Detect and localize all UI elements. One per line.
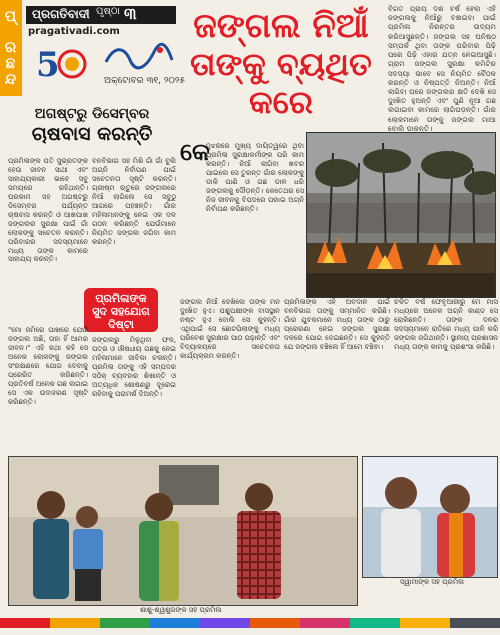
forest-fire-photo [306,132,496,298]
color-strip-segment [0,618,50,628]
color-strip-segment [150,618,200,628]
page-label: ପୃଷ୍ଠା [96,6,120,17]
left-article-col-a2: "ମୋ ଜମିରେ ପାଖରେ ଯେଉଁ ଜଙ୍ଗଲ ଅଛି, ତାହା ହିଁ ଆମର ଜୀବନ।" ଏହି କଥା କହି ସେ ଅନେକ ଲୋକଙ୍କୁ ଜଙ୍ଗଲ ସଂରକ୍ଷଣରେ ଯୋଗ ଦେବାକୁ ପ୍ରେରିତ କରିଛନ୍ତି। ପ୍ରତିବର୍ଷ ଅନେକ ଗଛ ଲଗାଇ ସେ ଏକ ଉଦାହରଣ ସୃଷ୍ଟି କରିଛନ୍ତି। [8,326,88,406]
main-headline [178,0,384,130]
left-article-col-b2: ଜଙ୍ଗଲରୁ ମିଳୁଥିବା ଫଳ, ପତ୍ର ଓ ଔଷଧୀୟ ଗଛକୁ ନେଇ ମହିଳାମାନେ ଜୀବିକା ଚଳାନ୍ତି। ପ୍ରମିଳା ତାଙ୍କୁ ଏହି ସମ୍ପଦର ସଠିକ୍ ବ୍ୟବହାର ଶିଖାନ୍ତି ଓ ଅତ୍ୟଧିକ ଶୋଷଣରୁ ଦୂରେଇ ରହିବାକୁ ପରାମର୍ଶ ଦିଅନ୍ତି। [92,336,176,398]
badge-line-1: ପ୍ରମିଳାଙ୍କ [95,292,147,305]
headline-line-1: ଜଙ୍ଗଲ ନିଆଁ [193,6,369,46]
right-column-text: ବିଗତ ପ୍ରାୟ ଦଶ ବର୍ଷ ହେଲା ଏହି ଜଙ୍ଗଲକୁ ନିଆଁରୁ ବଞ୍ଚାଇବା ପାଇଁ ପ୍ରମିଳା ନିରନ୍ତର ଉଦ୍ୟମ କରିଆସୁଛନ୍ତି। ଜଙ୍ଗଲ ସହ ଘନିଷ୍ଠ ସମ୍ପର୍କ ଥିବା ତାଙ୍କ ପରିବାର ପିଢ଼ି ପରେ ପିଢ଼ି ଏହାର ଯତ୍ନ ନେଇଆସୁଛି। ଗ୍ରାମ ଜଙ୍ଗଲ ସୁରକ୍ଷା କମିଟିର ସଦସ୍ୟା ଭାବେ ସେ ନିୟମିତ ବୈଠକ କରନ୍ତି ଓ ନିଷ୍ପତ୍ତି ନିଅନ୍ତି। ନିଆଁ ଲାଗିବା ପରେ ଜଙ୍ଗଲର କ୍ଷତି ଦେଖି ସେ ଦୁଃଖିତ ହୁଅନ୍ତି ଏବଂ ପୁଣି ନୂଆ ଗଛ ଲଗାଇବା କାମରେ ଲାଗିପଡ଼ନ୍ତି। ଗାଁର ଲୋକମାନେ ତାଙ୍କୁ ଜଙ୍ଗଲ ମାଆ ବୋଲି ଡାକନ୍ତି। [388,4,496,133]
badge-line-2: ସୁଦ ସହଯୋଗ [92,305,150,319]
quote-badge [84,288,158,332]
left-heading-line-1: ଅଗଷ୍ଟରୁ ଡିସେମ୍ବର [34,106,150,122]
family-photo [8,456,358,606]
drop-cap: କେ [180,138,210,166]
issue-date: ଅକ୍ଟୋବର ୩୧, ୨୦୨୫ [104,76,185,86]
supplement-logo [100,42,176,70]
color-strip-segment [450,618,500,628]
svg-text:5: 5 [36,45,60,82]
page-number: ୩ [124,4,137,23]
middle-lower-col-2: ପ୍ରମିଳାଙ୍କ ଏହି ଅବଦାନ ପାଇଁ ବନବିଭାଗ ତାଙ୍କୁ ସମ୍ମାନିତ କରିଛି। ଗାଁର ଯୁବକମାନେ ମଧ୍ୟ ତାଙ୍କ ଠାରୁ ପ୍ରେରଣା ନେଇ ଜଙ୍ଗଲ ସୁରକ୍ଷା ଦଳରେ ଯୋଗ ଦେଇଛନ୍ତି। ସେ କୁହନ୍ତି ଯେ ଜଙ୍ଗଲ ବଞ୍ଚିଲେ ହିଁ ଆମେ ବଞ୍ଚିବା। [284,298,390,351]
couple-photo [362,456,498,578]
anniversary-logo [32,42,96,82]
middle-article-col: ଦୁଝରରେ ମୁଖ୍ୟ ଦାୟିତ୍ୱରେ ଥିବା ପ୍ରମିଳା ସୁରକ୍ଷାକର୍ମୀଙ୍କ ପରି କାମ କରନ୍ତି। ନିଆଁ ଲାଗିବା ଖବର ପାଇଲେ ସେ ତୁରନ୍ତ ଗାଁର ଲୋକଙ୍କୁ ଡାକି ପାଣି ଓ ଗଛ ଡାଳ ଧରି ଜଙ୍ଗଲକୁ ଦୌଡ଼ନ୍ତି। କେତେଥର ସେ ନିଜ ଜୀବନକୁ ବିପଦରେ ପକାଇ ଅଗ୍ନି ନିର୍ବାପଣ କରିଛନ୍ତି। [206,142,304,213]
forest-fire-illustration [307,133,495,297]
color-strip-segment [100,618,150,628]
section-tag: ପ୍ରଛନ୍ଦ [0,0,22,96]
badge-line-3: ଦିଷ୍ଟା [108,318,134,332]
left-article-heading [8,106,176,146]
site-url[interactable]: pragativadi.com [28,26,120,37]
color-strip [0,618,500,628]
color-strip-segment [300,618,350,628]
left-article-col-a: ପ୍ରମିଳାଙ୍କ ପତି ସୁଭ୍ରତଙ୍କ ହେଉ ଜୀବନ ସାଥୀ ଏବଂ ସାହାଯ୍ୟକାରୀ ଭାବେ ସବୁ ସମୟରେ ରହିଥାନ୍ତି। ଘରକାମ ସହ ଅଗଷ୍ଟରୁ ଡିସେମ୍ବର ପର୍ଯ୍ୟନ୍ତ ଚାଷବାସ କରନ୍ତି ଓ ଆଖପାଖ ଜଙ୍ଗଲର ସୁରକ୍ଷା ପାଇଁ ଗାଁ ଲୋକଙ୍କୁ ସଚେତନ କରନ୍ତି। ପରିବାରର ସଦସ୍ୟମାନେ ମଧ୍ୟ ତାଙ୍କ କାମରେ ସାହାଯ୍ୟ କରନ୍ତି। [8,157,88,264]
left-article-col-b: ବନବିଭାଗ ସହ ମିଶି ଗାଁ ଗାଁ ବୁଲି ଅଗ୍ନି ନିର୍ବାପଣ ପାଇଁ ସଚେତନତା ସୃଷ୍ଟି କରନ୍ତି। ଗ୍ରୀଷ୍ମ ଋତୁରେ ଜଙ୍ଗଲରେ ନିଆଁ ଲାଗିଲେ ସେ ସବୁଠୁ ଆଗରେ ପହଞ୍ଚନ୍ତି। ଗାଁର ମହିଳାମାନଙ୍କୁ ନେଇ ଏକ ଦଳ ଗଠନ କରିଛନ୍ତି ଯେଉଁମାନେ ନିୟମିତ ଜଙ୍ଗଲ ଜଗିବା କାମ କରନ୍ତି। [92,157,176,246]
middle-lower-col-1: ଜଙ୍ଗଲ ନିଆଁ ଦେଖିଲେ ତାଙ୍କ ମନ ଦୁଃଖିତ ହୁଏ। ପଶୁପକ୍ଷୀଙ୍କ ବାସସ୍ଥାନ ନଷ୍ଟ ହୁଏ ବୋଲି ସେ କୁହନ୍ତି। ଏଥିପାଇଁ ସେ ଛୋଟପିଲାଙ୍କୁ ମଧ୍ୟ ପରିବେଶ ସୁରକ୍ଷାର ପାଠ ପଢ଼ାନ୍ତି ଏବଂ ବିଦ୍ୟାଳୟରେ ସଚେତନତା କାର୍ଯ୍ୟକ୍ରମ କରନ୍ତି। [180,298,280,360]
headline-line-2: ତାଙ୍କୁ ବ୍ୟଥିତ [190,45,372,84]
family-photo-caption: ଶାଶୁ-ଶ୍ୱଶୁରଙ୍କ ସହ ପ୍ରମିଳା [140,606,222,614]
color-strip-segment [50,618,100,628]
family-photo-illustration [9,457,357,605]
left-heading-line-2: ଚାଷବାସ କରନ୍ତି [31,122,153,145]
headline-line-3: କରେ [249,82,313,121]
color-strip-segment [400,618,450,628]
right-lower-col: ଚଳିତ ବର୍ଷ ଫେବୃଆରୀରୁ ମେ ମାସ ମଧ୍ୟରେ ଅନେକ ଅଗ୍ନି କାଣ୍ଡ ସେ ରୋକିଛନ୍ତି। ତାଙ୍କ ଦଳର ସଦସ୍ୟମାନେ ରାତିରେ ମଧ୍ୟ ପାଳି କରି ଜଙ୍ଗଲ ଜଗିଥାନ୍ତି। ସ୍ଥାନୀୟ ପ୍ରଶାସନ ମଧ୍ୟ ତାଙ୍କ କାମକୁ ପ୍ରଶଂସା କରିଛି। [394,298,498,351]
color-strip-segment [250,618,300,628]
couple-photo-caption: ସ୍ୱାମୀଙ୍କ ସହ ପ୍ରମିଳା [400,578,464,586]
couple-photo-illustration [363,457,497,577]
color-strip-segment [200,618,250,628]
brand-name: ପ୍ରଗତିବାଦୀ [26,6,176,24]
color-strip-segment [350,618,400,628]
